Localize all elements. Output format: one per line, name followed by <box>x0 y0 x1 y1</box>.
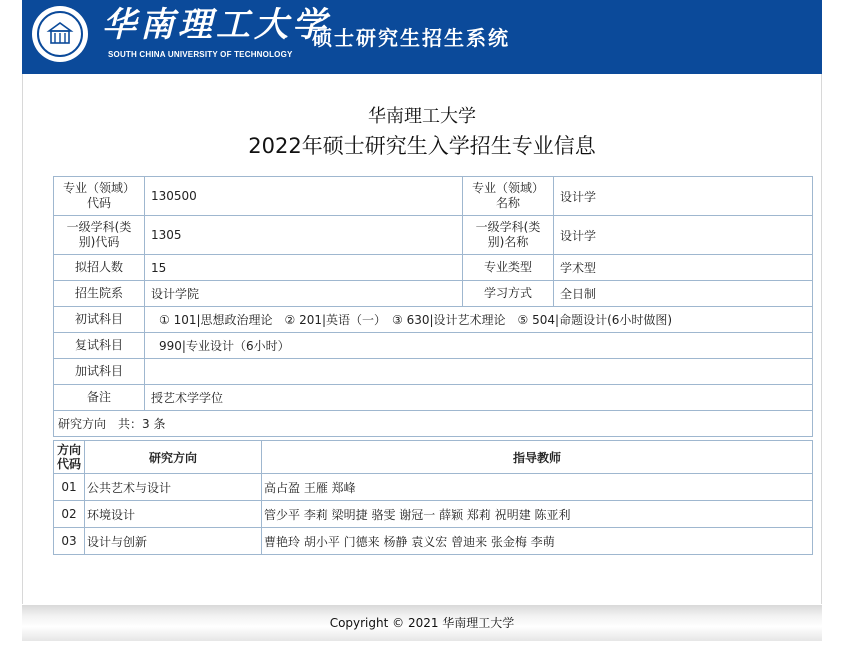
exam-subjects-label: 初试科目 <box>54 307 145 333</box>
first-discipline-name-label: 一级学科(类别)名称 <box>463 216 554 255</box>
research-directions-table <box>53 440 813 555</box>
direction-tutors: 管少平 李莉 梁明捷 骆雯 谢冠一 薛颖 郑莉 祝明建 陈亚利 <box>262 501 813 528</box>
department-label: 招生院系 <box>54 281 145 307</box>
direction-name: 设计与创新 <box>85 528 262 555</box>
direction-tutors: 曹艳玲 胡小平 门德来 杨静 袁义宏 曾迪来 张金梅 李萌 <box>262 528 813 555</box>
directions-summary: 研究方向 共：3 条 <box>54 411 813 437</box>
major-type-label: 专业类型 <box>463 255 554 281</box>
direction-code-header: 方向代码 <box>54 441 85 474</box>
info-row <box>54 307 813 333</box>
department-value: 设计学院 <box>145 281 463 307</box>
retest-subjects-label: 复试科目 <box>54 333 145 359</box>
extra-subjects-value <box>145 359 813 385</box>
first-discipline-code-label: 一级学科(类别)代码 <box>54 216 145 255</box>
university-logo-text: 华南理工大学 <box>102 5 330 45</box>
study-mode-label: 学习方式 <box>463 281 554 307</box>
info-row <box>54 359 813 385</box>
direction-code: 03 <box>54 528 85 555</box>
tutors-header: 指导教师 <box>262 441 813 474</box>
major-code-value: 130500 <box>145 177 463 216</box>
page <box>22 0 822 659</box>
university-logo-english: SOUTH CHINA UNIVERSITY OF TECHNOLOGY <box>108 50 293 59</box>
copyright-text: Copyright © 2021 华南理工大学 <box>329 616 515 630</box>
note-value: 授艺术学学位 <box>145 385 813 411</box>
study-mode-value: 全日制 <box>554 281 813 307</box>
table-row <box>54 474 813 501</box>
info-row <box>54 333 813 359</box>
table-row <box>54 501 813 528</box>
directions-header-row <box>54 441 813 474</box>
major-type-value: 学术型 <box>554 255 813 281</box>
major-name-label: 专业（领域）名称 <box>463 177 554 216</box>
exam-subjects-value: ① 101|思想政治理论 ② 201|英语（一） ③ 630|设计艺术理论 ⑤ 504|命题设计(6小时做图) <box>145 307 813 333</box>
major-code-label: 专业（领域）代码 <box>54 177 145 216</box>
major-name-value: 设计学 <box>554 177 813 216</box>
extra-subjects-label: 加试科目 <box>54 359 145 385</box>
note-label: 备注 <box>54 385 145 411</box>
direction-name: 公共艺术与设计 <box>85 474 262 501</box>
table-row <box>54 528 813 555</box>
direction-name-header: 研究方向 <box>85 441 262 474</box>
school-name: 华南理工大学 <box>368 106 476 127</box>
info-row <box>54 385 813 411</box>
retest-subjects-value: 990|专业设计（6小时） <box>145 333 813 359</box>
quota-value: 15 <box>145 255 463 281</box>
info-row <box>54 255 813 281</box>
quota-label: 拟招人数 <box>54 255 145 281</box>
direction-tutors: 高占盈 王雁 郑峰 <box>262 474 813 501</box>
first-discipline-name-value: 设计学 <box>554 216 813 255</box>
site-header <box>22 0 822 74</box>
major-info-table <box>53 176 813 437</box>
info-row <box>54 281 813 307</box>
direction-code: 01 <box>54 474 85 501</box>
university-seal-icon <box>32 6 88 62</box>
first-discipline-code-value: 1305 <box>145 216 463 255</box>
direction-name: 环境设计 <box>85 501 262 528</box>
info-row <box>54 411 813 437</box>
info-row <box>54 177 813 216</box>
footer <box>22 605 822 641</box>
system-title: 硕士研究生招生系统 <box>312 26 510 50</box>
page-title: 2022年硕士研究生入学招生专业信息 <box>248 134 596 158</box>
info-row <box>54 216 813 255</box>
direction-code: 02 <box>54 501 85 528</box>
